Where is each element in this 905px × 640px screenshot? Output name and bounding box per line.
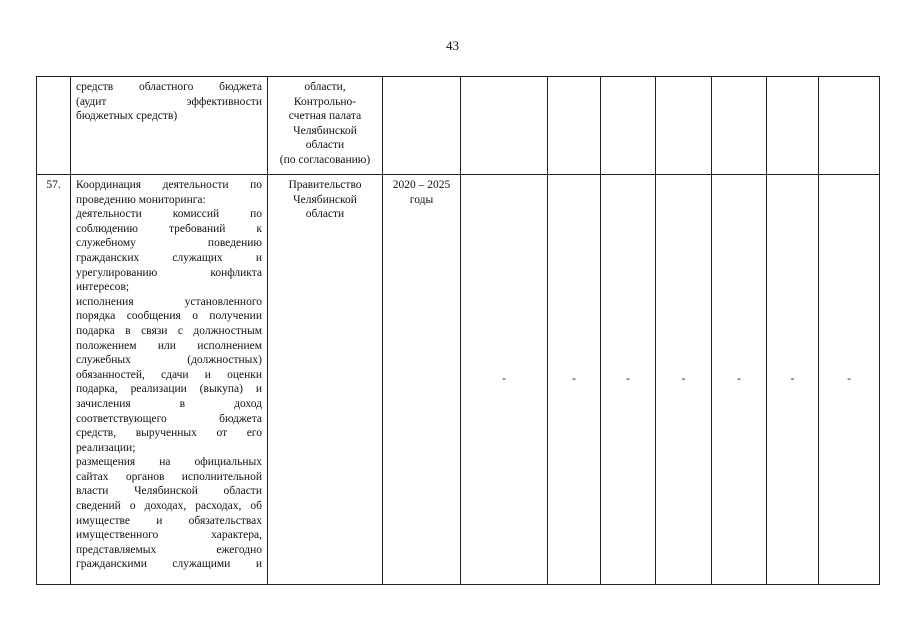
description-line: служебному поведению (76, 237, 262, 250)
value-cell: - (656, 175, 712, 585)
value-cell (601, 77, 656, 175)
executor-line: области, (304, 81, 346, 93)
value-cell (712, 77, 767, 175)
description-line: имуществе и обязательствах (76, 514, 262, 527)
value-cell: - (548, 175, 601, 585)
description-line: обязанностей, сдачи и оценки (76, 368, 262, 381)
executor-line: области (305, 139, 345, 152)
value-cell (548, 77, 601, 175)
description-line: представляемых ежегодно (76, 543, 262, 556)
page-number: 43 (446, 38, 459, 53)
description-line: соответствующего бюджета (76, 412, 262, 425)
executor-line: (по согласованию) (279, 153, 371, 166)
description-line: (аудит эффективности (76, 95, 262, 108)
value-cell (767, 77, 819, 175)
period-cell (383, 77, 461, 175)
value-cell (461, 77, 548, 175)
executor-line: Челябинской (293, 124, 357, 137)
executor-line: Контрольно- (293, 95, 357, 108)
executor-cell (268, 175, 383, 585)
description-line: средств областного бюджета (76, 81, 262, 93)
table-row (37, 77, 880, 175)
period-line: годы (409, 193, 434, 206)
description-line: сайтах органов исполнительной (76, 470, 262, 483)
description-line: гражданскими служащими и (76, 558, 262, 571)
description-line: подарка в связи с должностным (76, 324, 262, 337)
executor-line: Челябинской (293, 193, 357, 206)
description-line: размещения на официальных (76, 456, 262, 469)
value-cell: - (767, 175, 819, 585)
description-line: сведений о доходах, расходах, об (76, 500, 262, 513)
row-number: 57. (37, 175, 71, 585)
description-line: бюджетных средств) (76, 110, 178, 123)
value-cell: - (712, 175, 767, 585)
description-line: соблюдению требований к (76, 222, 262, 235)
period-cell (383, 175, 461, 585)
value-cell: - (461, 175, 548, 585)
measure-description (71, 175, 268, 585)
executor-line: области (305, 208, 345, 221)
description-line: зачисления в доход (76, 397, 262, 410)
description-line: деятельности комиссий по (76, 208, 262, 221)
value-cell (656, 77, 712, 175)
description-line: власти Челябинской области (76, 485, 262, 498)
row-number (37, 77, 71, 175)
measures-table (36, 76, 880, 585)
description-line: порядка сообщения о получении (76, 310, 262, 323)
description-line: реализации; (76, 441, 136, 454)
description-line: гражданских служащих и (76, 251, 262, 264)
value-cell: - (819, 175, 880, 585)
description-line: служебных (должностных) (76, 354, 262, 367)
value-cell: - (601, 175, 656, 585)
measure-description (71, 77, 268, 175)
description-line: Координация деятельности по (76, 179, 262, 191)
table-row (37, 175, 880, 585)
description-line: средств, вырученных от его (76, 427, 262, 440)
description-line: интересов; (76, 281, 130, 294)
description-line: подарка, реализации (выкупа) и (76, 383, 262, 396)
value-cell (819, 77, 880, 175)
description-line: положением или исполнением (76, 339, 262, 352)
executor-line: Правительство (288, 179, 362, 191)
description-line: проведению мониторинга: (76, 193, 206, 206)
description-line: исполнения установленного (76, 295, 262, 308)
executor-cell (268, 77, 383, 175)
executor-line: счетная палата (288, 110, 362, 123)
description-line: урегулированию конфликта (76, 266, 262, 279)
description-line: имущественного характера, (76, 529, 262, 542)
period-line: 2020 – 2025 (392, 179, 451, 191)
